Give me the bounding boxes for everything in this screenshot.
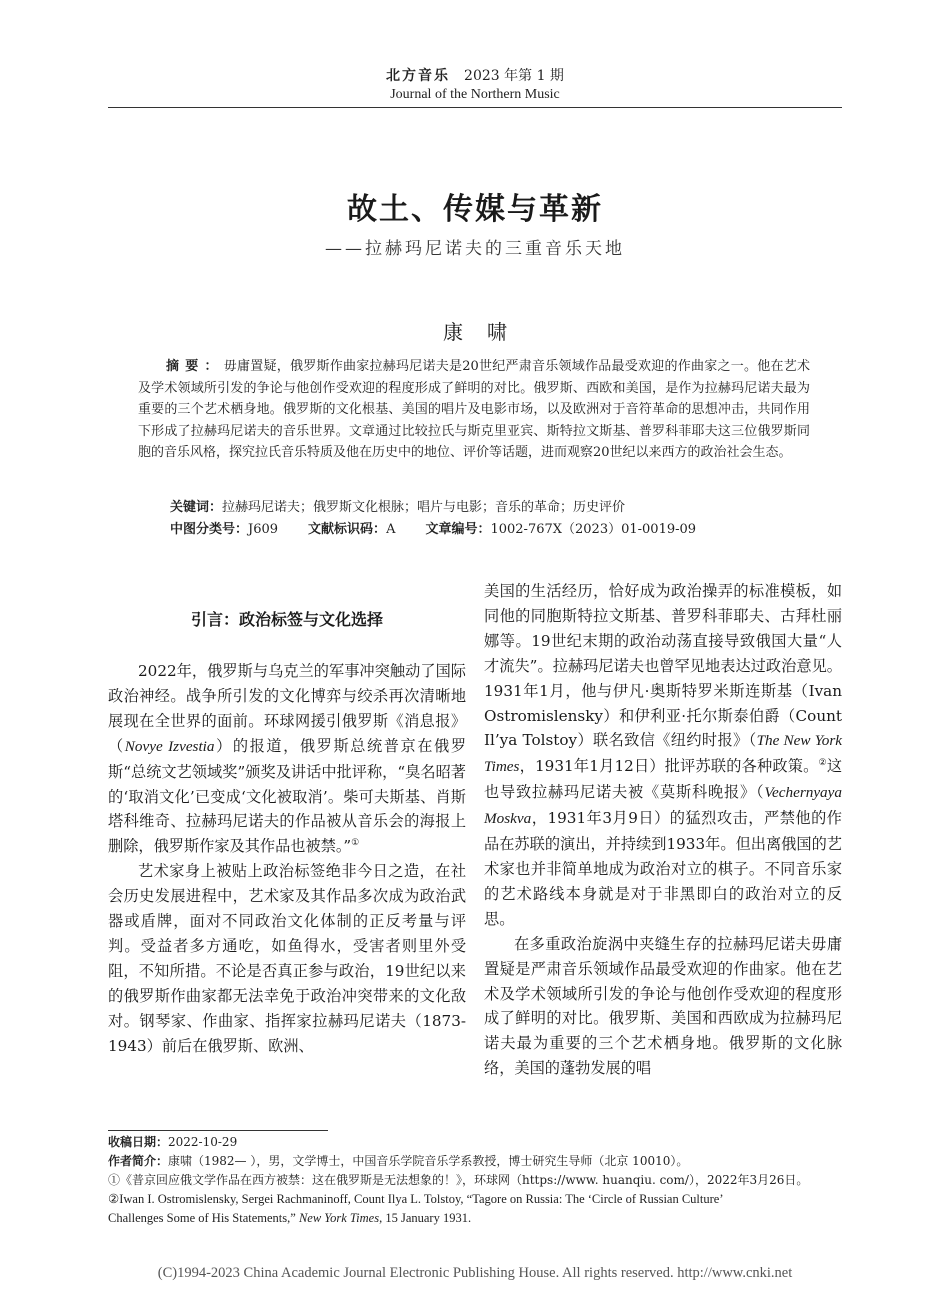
keywords-text: 拉赫玛尼诺夫；俄罗斯文化根脉；唱片与电影；音乐的革命；历史评价 bbox=[222, 500, 626, 515]
article-subtitle: ——拉赫玛尼诺夫的三重音乐天地 bbox=[325, 239, 625, 259]
paragraph-text: 美国的生活经历，恰好成为政治操弄的标准模板，如同他的同胞斯特拉文斯基、普罗科菲耶夫、古拜杜丽娜等。19世纪末期的政治动荡直接导致俄国大量“人才流失”。拉赫玛尼诺夫也曾罕见地表达过政治意见。1931年1月，他与伊凡·奥斯特罗米斯连斯基（Ivan Ostromislensky）和伊利亚·托尔斯泰伯爵（Count Il’ya Tolstoy）联名致信《纽约时报》（ bbox=[484, 582, 842, 750]
abstract-text: 毋庸置疑，俄罗斯作曲家拉赫玛尼诺夫是20世纪严肃音乐领域作品最受欢迎的作曲家之一。他在艺术及学术领域所引发的争论与他创作受欢迎的程度形成了鲜明的对比。俄罗斯、西欧和美国，是作为拉赫玛尼诺夫最为重要的三个艺术栖身地。俄罗斯的文化根基、美国的唱片及电影市场，以及欧洲对于音符革命的思想冲击，共同作用下形成了拉赫玛尼诺夫的音乐世界。文章通过比较拉氏与斯克里亚宾、斯特拉文斯基、普罗科菲耶夫这三位俄罗斯同胞的音乐风格，探究拉氏音乐特质及他在历史中的地位、评价等话题，进而观察20世纪以来西方的政治社会生态。 bbox=[138, 359, 810, 460]
received-date bbox=[108, 1133, 842, 1152]
footnote-text: Challenges Some of His Statements,” bbox=[108, 1211, 299, 1225]
footnote-divider bbox=[108, 1130, 328, 1131]
footnote-2: ②Iwan I. Ostromislensky, Sergei Rachmaninoff, Count Ilya L. Tolstoy, “Tagore on Russia: The ‘Circle of Russian Culture’ bbox=[108, 1192, 724, 1206]
italic-title: New York Times bbox=[298, 1211, 380, 1225]
classification-line bbox=[170, 518, 696, 537]
journal-issue: 2023 年第 1 期 bbox=[464, 68, 564, 84]
footnote-1: ①《普京回应俄文学作品在西方被禁：这在俄罗斯是无法想象的！》，环球网（https://www. huanqiu. com/），2022年3月26日。 bbox=[108, 1173, 809, 1187]
footnote-ref-1[interactable]: ① bbox=[351, 838, 360, 849]
paragraph bbox=[484, 579, 842, 932]
paragraph bbox=[484, 932, 842, 1081]
doc-code-label: 文献标识码： bbox=[308, 522, 387, 537]
footnotes bbox=[108, 1133, 842, 1228]
article-id-value: 1002-767X（2023）01-0019-09 bbox=[490, 522, 697, 537]
running-header bbox=[0, 66, 950, 86]
doc-code-value: A bbox=[386, 522, 396, 537]
paragraph-text: ，1931年3月9日）的猛烈攻击，严禁他的作品在苏联的演出，并持续到1933年。但出离俄国的艺术家也并非简单地成为政治对立的棋子。不同音乐家的艺术路线本身就是对于非黑即白的政治对立的反思。 bbox=[484, 809, 842, 928]
footnote-text: , 15 January 1931. bbox=[379, 1211, 472, 1225]
body-right-column bbox=[484, 579, 842, 1081]
paragraph bbox=[108, 859, 466, 1058]
received-value: 2022-10-29 bbox=[168, 1135, 238, 1149]
paragraph bbox=[108, 659, 466, 859]
footnote-ref-2[interactable]: ② bbox=[818, 758, 827, 769]
keywords bbox=[170, 496, 625, 515]
article-author: 康啸 bbox=[443, 320, 531, 344]
abstract bbox=[138, 356, 810, 464]
section-heading: 引言：政治标签与文化选择 bbox=[190, 610, 383, 629]
keywords-label: 关键词： bbox=[170, 500, 223, 515]
journal-name-en: Journal of the Northern Music bbox=[390, 87, 560, 102]
italic-title: The New York Times bbox=[484, 732, 842, 776]
body-left-column bbox=[108, 659, 466, 1059]
abstract-label: 摘要： bbox=[166, 359, 224, 374]
italic-title: Novye Izvestia bbox=[124, 737, 215, 755]
journal-name: 北方音乐 bbox=[386, 68, 451, 84]
paragraph-text: 艺术家身上被贴上政治标签绝非今日之造，在社会历史发展进程中，艺术家及其作品多次成为政治武器或盾牌，面对不同政治文化体制的正反考量与评判。受益者多方通吃，如鱼得水，受害者则里外受阻，不知所措。不论是否真正参与政治，19世纪以来的俄罗斯作曲家都无法幸免于政治冲突带来的文化敌对。钢琴家、作曲家、指挥家拉赫玛尼诺夫（1873-1943）前后在俄罗斯、欧洲、 bbox=[108, 862, 466, 1055]
bio-value: 康啸（1982— ），男，文学博士，中国音乐学院音乐学系教授，博士研究生导师（北京 10010）。 bbox=[168, 1154, 689, 1168]
article-id-label: 文章编号： bbox=[425, 522, 491, 537]
header-divider bbox=[108, 107, 842, 108]
received-label: 收稿日期： bbox=[108, 1135, 169, 1149]
paragraph-text: 在多重政治旋涡中夹缝生存的拉赫玛尼诺夫毋庸置疑是严肃音乐领域作品最受欢迎的作曲家。他在艺术及学术领域所引发的争论与他创作受欢迎的程度形成了鲜明的对比。俄罗斯、美国和西欧成为拉赫玛尼诺夫最为重要的三个艺术栖身地。俄罗斯的文化脉络，美国的蓬勃发展的唱 bbox=[484, 934, 842, 1078]
paragraph-text: ，1931年1月12日）批评苏联的各种政策。 bbox=[519, 757, 819, 776]
italic-title: Vechernyaya Moskva bbox=[484, 784, 842, 828]
paragraph-text: ）的报道，俄罗斯总统普京在俄罗斯“总统文艺领域奖”颁奖及讲话中批评称，“臭名昭著的‘取消文化’已变成‘文化被取消’。柴可夫斯基、肖斯塔科维奇、拉赫玛尼诺夫的作品被从音乐会的海报上删除，俄罗斯作家及其作品也被禁。” bbox=[108, 736, 467, 856]
copyright-line: (C)1994-2023 China Academic Journal Electronic Publishing House. All rights reserved. http://www.cnki.net bbox=[157, 1265, 793, 1281]
bio-label: 作者简介： bbox=[108, 1154, 169, 1168]
clc-value: J609 bbox=[248, 522, 279, 537]
paragraph-text: 2022年，俄罗斯与乌克兰的军事冲突触动了国际政治神经。战争所引发的文化博弈与绞杀再次清晰地展现在全世界的面前。环球网援引俄罗斯《消息报》（ bbox=[108, 662, 466, 755]
clc-label: 中图分类号： bbox=[170, 522, 249, 537]
article-title: 故土、传媒与革新 bbox=[347, 192, 603, 227]
footnote-2-cont bbox=[108, 1209, 842, 1228]
paragraph-text: 这也导致拉赫玛尼诺夫被《莫斯科晚报》（ bbox=[484, 757, 842, 802]
author-bio bbox=[108, 1152, 842, 1171]
